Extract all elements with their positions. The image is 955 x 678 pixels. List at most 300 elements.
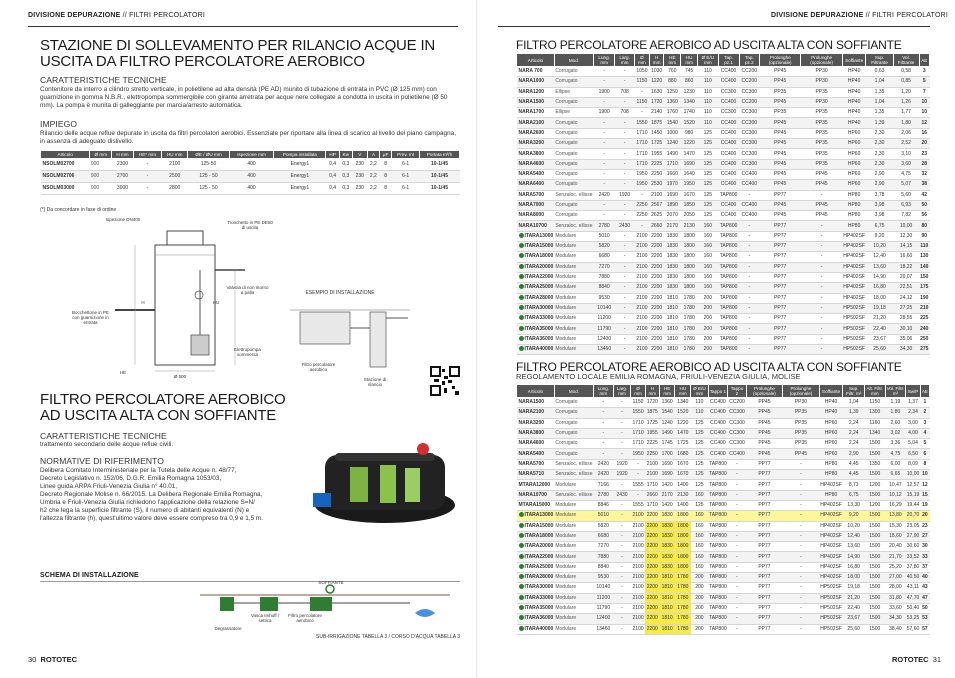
table-cell: - [801, 190, 842, 200]
table-cell: 13,30 [843, 500, 865, 510]
article-cell [517, 262, 555, 272]
table-cell: 225 [919, 314, 929, 324]
table-cell: 2420 [594, 470, 614, 480]
table-cell: 1,35 [866, 108, 893, 118]
table-cell: 1420 [659, 500, 675, 510]
table-row [517, 211, 930, 221]
table-cell: Corrugato [554, 418, 593, 428]
table-cell: 2100 [631, 614, 645, 624]
table-cell: - [594, 211, 615, 221]
table-cell: PP77 [746, 593, 783, 603]
article-code: NARA1000 [518, 78, 545, 85]
table-cell: 1710 [645, 480, 659, 490]
table-cell: 1710 [631, 418, 645, 428]
table-cell: CC400 [718, 77, 739, 87]
table-cell: 38 [919, 180, 929, 190]
table-cell: CC400 [718, 211, 739, 221]
table-cell: 12 [920, 480, 929, 490]
table-cell: 160 [691, 531, 708, 541]
table-cell: 200 [691, 573, 708, 583]
table-cell: - [739, 345, 759, 355]
table-cell: - [801, 303, 842, 313]
table-cell: Senzaloc. ellisse [554, 221, 593, 231]
table-cell: 0,3 [339, 171, 352, 183]
article-cell [517, 77, 555, 87]
table-cell: 200 [698, 345, 718, 355]
table-cell: - [613, 614, 631, 624]
article-code: ITARA18000 [524, 533, 554, 539]
article-cell [517, 293, 555, 303]
table-row [517, 459, 930, 469]
filter-title: FILTRO PERCOLATORE AEROBICO AD USCITA ALTA CON SOFFIANTE [40, 391, 286, 424]
article-cell [41, 159, 90, 171]
table-cell: PP77 [746, 459, 783, 469]
article-cell [517, 603, 555, 613]
table-cell: PP35 [801, 118, 842, 128]
table-cell: PP77 [760, 283, 801, 293]
table-cell: PP35 [801, 128, 842, 138]
table-cell: TAP800 [718, 324, 739, 334]
column-header: Kw [339, 151, 352, 159]
table-row [517, 408, 930, 418]
table-cell: - [594, 149, 615, 159]
table-cell: 3,02 [885, 428, 906, 438]
column-header: HE* mm [133, 151, 161, 159]
table-cell: 1,04 [866, 77, 893, 87]
eco-badge-icon [519, 512, 524, 517]
label-dim-h: H [141, 300, 145, 305]
table-cell: 18,60 [885, 531, 906, 541]
table-cell: - [613, 552, 631, 562]
table-cell: 210 [919, 303, 929, 313]
table-cell: 27,25 [893, 303, 919, 313]
table-cell: 11200 [594, 593, 614, 603]
article-cell [517, 573, 555, 583]
table-cell: Corrugato [554, 428, 593, 438]
table-cell: - [728, 500, 746, 510]
table-cell: 1710 [635, 149, 650, 159]
table-cell: - [728, 511, 746, 521]
table-cell: 8 [920, 459, 929, 469]
table-cell: 1810 [659, 593, 675, 603]
column-header: HU mm [162, 151, 188, 159]
table-cell: HP402SF [819, 552, 843, 562]
table-cell: - [613, 531, 631, 541]
table-cell: PP35 [801, 159, 842, 169]
table-row [517, 200, 930, 210]
table-cell: - [613, 449, 631, 459]
table-cell: HP40 [842, 118, 866, 128]
table-cell: - [613, 511, 631, 521]
norm-line: l'altezza filtrante (h), quest'ultimo valore deve essere compreso tra 0,9 e 1,5 m. [40, 515, 264, 522]
article-code: ITARA18000 [524, 253, 554, 260]
column-header: HU mm [675, 385, 691, 398]
table-row [517, 180, 930, 190]
table-cell: 1500 [864, 562, 885, 572]
article-cell [517, 200, 555, 210]
table-cell: 1830 [659, 562, 675, 572]
qr-code [430, 366, 460, 396]
table-cell: 1800 [681, 231, 698, 241]
column-header: Tappo 2 [728, 385, 746, 398]
table-cell: 31,80 [885, 593, 906, 603]
table-row [517, 500, 930, 510]
table-cell: 1780 [675, 624, 691, 634]
table-cell: - [594, 118, 615, 128]
table-cell: - [615, 118, 635, 128]
table-cell: PP77 [760, 345, 801, 355]
table-row [41, 171, 460, 183]
table-cell: 2200 [645, 624, 659, 634]
table-cell: - [739, 262, 759, 272]
table-row [517, 490, 930, 500]
table-cell: 2200 [649, 272, 664, 282]
article-code: NARA8000 [518, 212, 545, 219]
table-cell: 1780 [675, 593, 691, 603]
table-cell: PP77 [746, 531, 783, 541]
table-cell: 8 [380, 159, 392, 171]
column-header: Lung. mm [594, 54, 615, 67]
table-cell: 1710 [664, 159, 681, 169]
article-cell [517, 562, 555, 572]
table-cell: 240 [919, 324, 929, 334]
table-cell: HP60 [819, 439, 843, 449]
table-cell: 10,00 [893, 221, 919, 231]
eco-badge-icon [519, 523, 524, 528]
table-cell: - [801, 314, 842, 324]
table-cell: 24,12 [893, 293, 919, 303]
column-header: Prolunghe (opzionale) [746, 385, 783, 398]
table-cell: PP77 [746, 573, 783, 583]
table-cell: 1950 [635, 169, 650, 179]
table-cell: PP77 [760, 324, 801, 334]
table-cell: 56 [919, 211, 929, 221]
table-cell: HP40 [842, 67, 866, 77]
table-cell: 6680 [594, 252, 615, 262]
table-cell: 18,22 [893, 262, 919, 272]
table-cell: 1830 [659, 531, 675, 541]
table-cell: 2200 [649, 242, 664, 252]
table-cell: - [739, 221, 759, 231]
table-cell: TAP800 [708, 511, 728, 521]
table-cell: - [801, 324, 842, 334]
table-cell: 1780 [675, 583, 691, 593]
table-cell: HP502SF [842, 324, 866, 334]
table-cell: Modulare [554, 303, 593, 313]
article-code: NARA 700 [518, 68, 543, 75]
article-cell [517, 149, 555, 159]
table-cell: 23,05 [906, 521, 921, 531]
table-cell: - [615, 211, 635, 221]
table-cell: 1550 [635, 118, 650, 128]
table-cell: HP502SF [842, 303, 866, 313]
install-example-drawing [290, 298, 410, 388]
table-cell: CC400 [718, 139, 739, 149]
article-cell [517, 190, 555, 200]
table-row [517, 77, 930, 87]
table-cell: PP30 [801, 97, 842, 107]
table-cell: Modulare [554, 542, 593, 552]
article-code: ITARA28000 [524, 574, 554, 581]
right-footer: ROTOTEC 31 [892, 655, 942, 664]
eco-badge-icon [519, 315, 524, 320]
table-cell: HP60 [819, 449, 843, 459]
table-cell: - [613, 500, 631, 510]
article-code: ITARA33000 [524, 315, 554, 322]
table-cell: - [801, 345, 842, 355]
table-cell: - [739, 283, 759, 293]
table-row [517, 139, 930, 149]
schema-heading: SCHEMA DI INSTALLAZIONE [40, 572, 139, 579]
table-cell: 1890 [664, 200, 681, 210]
table-cell: HP40 [842, 97, 866, 107]
table-cell: 2567 [649, 200, 664, 210]
table-cell: PP77 [746, 603, 783, 613]
table-cell: - [615, 303, 635, 313]
table-cell: 10 [919, 97, 929, 107]
table-cell: 8 [380, 171, 392, 183]
table-cell: - [801, 334, 842, 344]
table-cell: 130 [919, 252, 929, 262]
column-header: Larg. mm [615, 54, 635, 67]
table-cell: HP402SF [819, 573, 843, 583]
table-cell: 7,82 [893, 211, 919, 221]
table-cell: 110 [919, 242, 929, 252]
table-row [517, 221, 930, 231]
eco-badge-icon [519, 243, 524, 248]
table-cell: 1680 [675, 449, 691, 459]
table-cell: 37,80 [906, 562, 921, 572]
table-cell: 2660 [645, 490, 659, 500]
table-cell: CC300 [739, 149, 759, 159]
table-cell: Corrugato [554, 200, 593, 210]
table-cell: 12,57 [906, 480, 921, 490]
article-code: NSOLM03000 [42, 185, 75, 191]
header-rule [498, 26, 930, 27]
station-table [40, 150, 460, 195]
table-cell: 2,30 [866, 128, 893, 138]
table-cell: 2,60 [885, 418, 906, 428]
table-cell: PP45 [760, 118, 801, 128]
table-cell: HP502SF [842, 314, 866, 324]
table-cell: 1540 [664, 118, 681, 128]
table-cell: 1920 [613, 459, 631, 469]
article-code: NARA2100 [518, 409, 545, 416]
table-cell: PP35 [783, 418, 820, 428]
table-row [517, 118, 930, 128]
table-cell: 2100 [649, 190, 664, 200]
table-row [517, 303, 930, 313]
article-cell [517, 180, 555, 190]
table-cell: - [635, 190, 650, 200]
column-header: A [367, 151, 380, 159]
table-cell: 1640 [681, 169, 698, 179]
table-cell: 150 [919, 272, 929, 282]
eco-badge-icon [519, 564, 524, 569]
left-footer: 30 ROTOTEC [28, 655, 78, 664]
table-cell: 23,67 [866, 334, 893, 344]
table-cell: 33,52 [906, 552, 921, 562]
table-cell: PP45 [760, 211, 801, 221]
article-cell [517, 428, 555, 438]
table-cell: - [594, 169, 615, 179]
table-cell: - [594, 200, 615, 210]
table-cell: 1830 [664, 283, 681, 293]
table-cell: - [728, 521, 746, 531]
eco-badge-icon [519, 615, 524, 620]
table-cell: PP45 [760, 180, 801, 190]
table-cell: TAP800 [708, 614, 728, 624]
table-cell: 21,20 [843, 593, 865, 603]
eco-badge-icon [519, 336, 524, 341]
table-cell: - [615, 231, 635, 241]
table-cell: 50 [919, 200, 929, 210]
article-cell [517, 480, 555, 490]
table-cell: 2,30 [866, 139, 893, 149]
article-code: ITARA20000 [524, 263, 554, 270]
eco-badge-icon [519, 626, 524, 631]
table-cell: 2225 [649, 159, 664, 169]
table-cell: 16 [919, 128, 929, 138]
norm-heading: NORMATIVE DI RIFERIMENTO [40, 456, 164, 466]
table-cell: - [728, 480, 746, 490]
table-cell: 2100 [635, 272, 650, 282]
table-row [41, 183, 460, 195]
table-cell: - [783, 531, 820, 541]
article-cell [517, 283, 555, 293]
table-cell: - [615, 77, 635, 87]
table-cell: 160 [698, 242, 718, 252]
table-cell: 1400 [675, 480, 691, 490]
table-cell: 2,90 [866, 180, 893, 190]
table-cell: 7270 [594, 542, 614, 552]
table-cell: PP30 [801, 77, 842, 87]
table-cell: 2420 [594, 190, 615, 200]
table-cell: - [783, 490, 820, 500]
article-code: NSOLM02706 [42, 173, 75, 179]
table-cell: - [728, 624, 746, 634]
table-cell: 1810 [659, 603, 675, 613]
table-cell: - [635, 221, 650, 231]
table-cell: 2200 [645, 573, 659, 583]
table-cell: Modulare [554, 314, 593, 324]
table-cell: 4,45 [843, 470, 865, 480]
table-cell: CC400 [718, 149, 739, 159]
table2-subtitle: REGOLAMENTO LOCALE EMILIA ROMAGNA, FRIULI-VENEZIA GIULIA, MOLISE [516, 372, 801, 381]
table-row [517, 593, 930, 603]
table-cell: TAP800 [718, 221, 739, 231]
table-cell: TAP800 [718, 303, 739, 313]
table-cell: 8840 [594, 562, 614, 572]
table-cell: 0,4 [326, 183, 339, 195]
table-cell: 18,00 [866, 293, 893, 303]
table-cell: CC300 [739, 87, 759, 97]
table-cell: Modulare [554, 480, 593, 490]
table-cell: Ellipse [554, 108, 593, 118]
table-cell: PP77 [746, 542, 783, 552]
table-cell: 2200 [645, 521, 659, 531]
table-cell: 14,90 [866, 272, 893, 282]
table-cell: - [615, 200, 635, 210]
column-header: Soffiante [819, 385, 843, 398]
table-cell: 1780 [675, 573, 691, 583]
eco-badge-icon [519, 274, 524, 279]
table-cell: - [739, 293, 759, 303]
table-cell: - [635, 108, 650, 118]
table-cell: CC300 [728, 428, 746, 438]
table-cell: 2,24 [843, 439, 865, 449]
table-cell: - [615, 262, 635, 272]
table-cell: 25,60 [866, 345, 893, 355]
table-cell: 400 [229, 183, 274, 195]
table-cell: - [631, 459, 645, 469]
table-cell: CC300 [739, 118, 759, 128]
table-cell: HP502SF [819, 624, 843, 634]
table-cell: 0,63 [866, 67, 893, 77]
label-pump: Elettropompa sommersa [234, 347, 261, 357]
table-cell: 1450 [649, 128, 664, 138]
table-cell: PP45 [760, 159, 801, 169]
table-cell: - [801, 262, 842, 272]
label-pipe: Tronchetto in PE DE50 di uscita [227, 220, 273, 230]
table-cell: 1800 [681, 242, 698, 252]
column-header: Soffiante [842, 54, 866, 67]
article-cell [517, 211, 555, 221]
schema-label-filter: Filtro percolatore aerobico [288, 613, 322, 623]
table-cell: PP77 [746, 470, 783, 480]
table-cell: - [783, 480, 820, 490]
table-cell: 1200 [864, 500, 885, 510]
column-header: Tappo 1 [708, 385, 728, 398]
table-cell: 2100 [635, 324, 650, 334]
table-row [517, 190, 930, 200]
table-row [517, 272, 930, 282]
table-cell: CC300 [739, 108, 759, 118]
table-cell: - [631, 470, 645, 480]
table-cell: 1800 [681, 252, 698, 262]
table-cell: - [594, 180, 615, 190]
table-row [517, 231, 930, 241]
table-cell: - [728, 562, 746, 572]
schema-label-blower: SOFFIANTE [318, 580, 344, 585]
article-code: ITARA13000 [524, 232, 554, 239]
table-cell: HP40 [819, 398, 843, 408]
table-cell: CC300 [739, 139, 759, 149]
table-cell: 4 [920, 428, 929, 438]
table-row [517, 242, 930, 252]
table-cell: 1950 [635, 180, 650, 190]
table-cell: 33 [920, 552, 929, 562]
table-cell: 1,39 [843, 408, 865, 418]
table-cell: 160 [698, 231, 718, 241]
table-cell: Modulare [554, 272, 593, 282]
schema-label-drain: Degrassatore [214, 626, 242, 631]
table-cell: HP502SF [819, 614, 843, 624]
table-cell: 12,40 [866, 252, 893, 262]
table-cell: PP35 [760, 87, 801, 97]
table-cell: CC400 [718, 118, 739, 128]
table-cell: 125 [691, 500, 708, 510]
table-cell: 160 [698, 272, 718, 282]
table-cell: - [133, 159, 161, 171]
table-cell: 19,44 [906, 500, 921, 510]
table-cell: PP45 [760, 149, 801, 159]
table-cell: 2200 [645, 614, 659, 624]
table-cell: HP402SF [819, 511, 843, 521]
table-cell: - [783, 603, 820, 613]
table-cell: - [801, 221, 842, 231]
table-cell: 50,40 [906, 603, 921, 613]
